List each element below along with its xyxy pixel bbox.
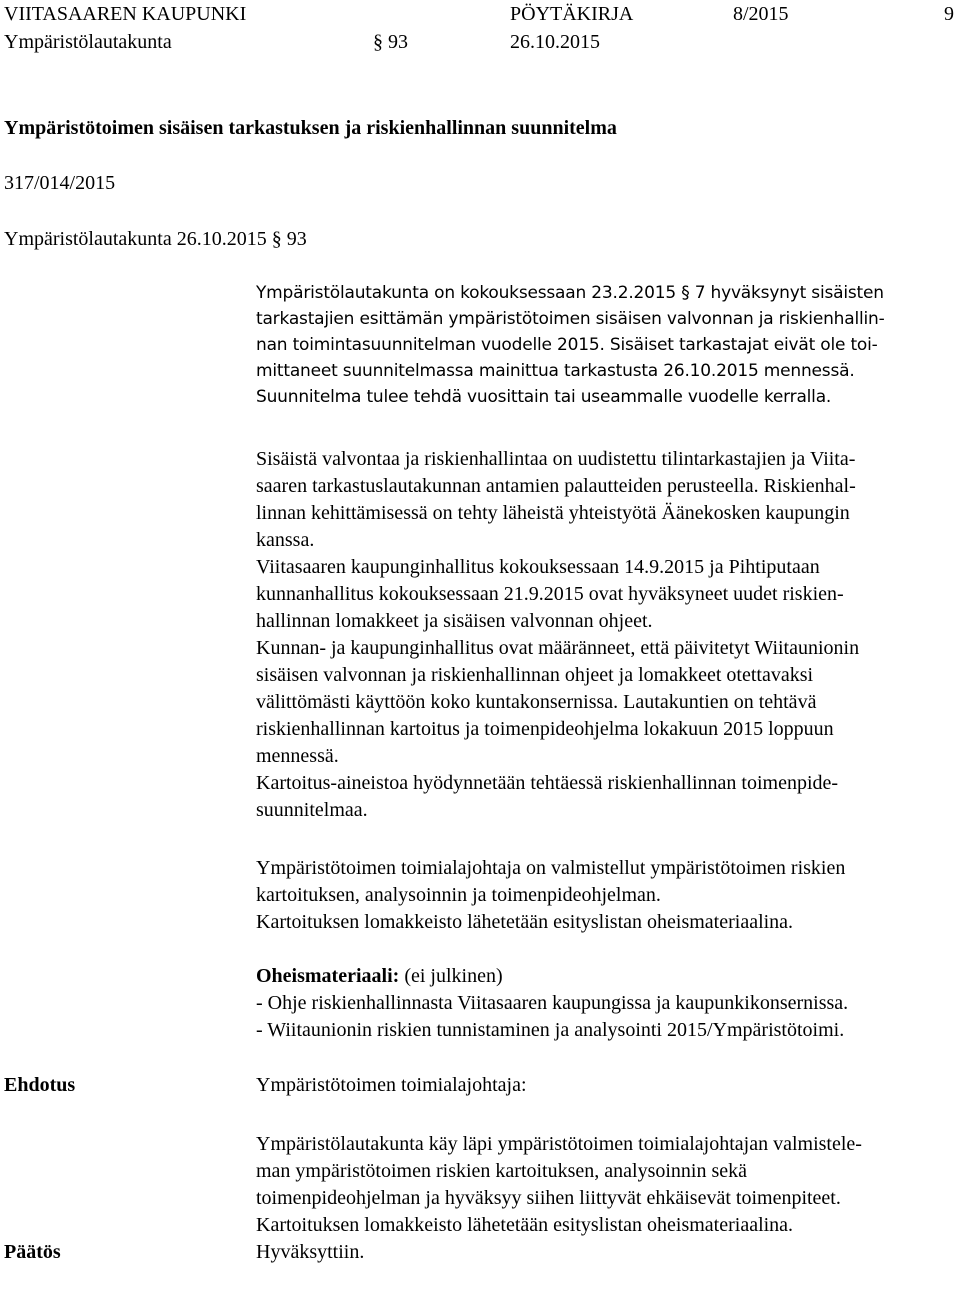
paragraph-line: suunnitelmaa. xyxy=(256,799,368,821)
previous-handling: Ympäristölautakunta 26.10.2015 § 93 xyxy=(4,228,307,250)
paragraph-line: hallinnan lomakkeet ja sisäisen valvonnan ohjeet. xyxy=(256,610,653,632)
paragraph-line: sisäisen valvonnan ja riskienhallinnan ohjeet ja lomakkeet otettavaksi xyxy=(256,664,814,686)
attachments-note: (ei julkinen) xyxy=(399,965,503,987)
proposal-text xyxy=(256,1131,956,1239)
paragraph-1 xyxy=(256,280,956,410)
paragraph-line: man ympäristötoimen riskien kartoituksen, analysoinnin sekä xyxy=(256,1160,748,1182)
paragraph-line: Ympäristölautakunta on kokouksessaan 23.2.2015 § 7 hyväksynyt sisäisten xyxy=(256,283,884,303)
paragraph-line: mittaneet suunnitelmassa mainittua tarkastusta 26.10.2015 mennessä. xyxy=(256,361,855,381)
paragraph-line: mennessä. xyxy=(256,745,339,767)
paragraph-line: linnan kehittämisessä on tehty läheistä yhteistyötä Äänekosken kaupungin xyxy=(256,502,850,524)
paragraph-line: Suunnitelma tulee tehdä vuosittain tai useammalle vuodelle kerralla. xyxy=(256,387,832,407)
paragraph-line: Ympäristölautakunta käy läpi ympäristötoimen toimialajohtajan valmistele- xyxy=(256,1133,862,1155)
paragraph-3 xyxy=(256,855,956,936)
decision-text: Hyväksyttiin. xyxy=(256,1241,365,1263)
paragraph-line: Kartoitus-aineistoa hyödynnetään tehtäessä riskienhallinnan toimenpide- xyxy=(256,772,839,794)
attachments-heading xyxy=(256,963,956,990)
decision-label: Päätös xyxy=(4,1241,61,1263)
paragraph-line: kartoituksen, analysoinnin ja toimenpideohjelman. xyxy=(256,884,661,906)
paragraph-line: Kartoituksen lomakkeisto lähetetään esityslistan oheismateriaalina. xyxy=(256,1214,794,1236)
diary-number: 317/014/2015 xyxy=(4,172,116,194)
paragraph-line: saaren tarkastuslautakunnan antamien palautteiden perusteella. Riskienhal- xyxy=(256,475,856,497)
paragraph-line: Ympäristötoimen toimialajohtaja on valmistellut ympäristötoimen riskien xyxy=(256,857,846,879)
proposal-label: Ehdotus xyxy=(4,1074,76,1096)
attachment-item: - Wiitaunionin riskien tunnistaminen ja analysointi 2015/Ympäristötoimi. xyxy=(256,1019,845,1041)
paragraph-line: Kunnan- ja kaupunginhallitus ovat määränneet, että päivitetyt Wiitaunionin xyxy=(256,637,860,659)
paragraph-line: kanssa. xyxy=(256,529,315,551)
header-city: VIITASAAREN KAUPUNKI xyxy=(4,3,247,25)
proposal-presenter: Ympäristötoimen toimialajohtaja: xyxy=(256,1074,527,1096)
header-page-number: 9 xyxy=(944,3,954,25)
paragraph-2 xyxy=(256,446,956,824)
paragraph-line: tarkastajien esittämän ympäristötoimen sisäisen valvonnan ja riskienhallin- xyxy=(256,309,885,329)
header-doc-type: PÖYTÄKIRJA xyxy=(510,3,634,25)
paragraph-line: Viitasaaren kaupunginhallitus kokouksessaan 14.9.2015 ja Pihtiputaan xyxy=(256,556,820,578)
paragraph-line: kunnanhallitus kokouksessaan 21.9.2015 ovat hyväksyneet uudet riskien- xyxy=(256,583,844,605)
header-body: Ympäristölautakunta xyxy=(4,31,172,53)
item-title: Ympäristötoimen sisäisen tarkastuksen ja riskienhallinnan suunnitelma xyxy=(4,117,617,139)
header-date: 26.10.2015 xyxy=(510,31,600,53)
attachments xyxy=(256,963,956,1044)
paragraph-line: nan toimintasuunnitelman vuodelle 2015. Sisäiset tarkastajat eivät ole toi- xyxy=(256,335,878,355)
attachment-item: - Ohje riskienhallinnasta Viitasaaren kaupungissa ja kaupunkikonsernissa. xyxy=(256,992,849,1014)
attachments-label: Oheismateriaali: xyxy=(256,965,400,987)
paragraph-line: Kartoituksen lomakkeisto lähetetään esityslistan oheismateriaalina. xyxy=(256,911,794,933)
paragraph-line: toimenpideohjelman ja hyväksyy siihen liittyvät ehkäisevät toimenpiteet. xyxy=(256,1187,841,1209)
paragraph-line: riskienhallinnan kartoitus ja toimenpideohjelma lokakuun 2015 loppuun xyxy=(256,718,834,740)
header-doc-number: 8/2015 xyxy=(733,3,789,25)
paragraph-line: Sisäistä valvontaa ja riskienhallintaa on uudistettu tilintarkastajien ja Viita- xyxy=(256,448,856,470)
paragraph-line: välittömästi käyttöön koko kuntakonsernissa. Lautakuntien on tehtävä xyxy=(256,691,817,713)
header-section: § 93 xyxy=(373,31,408,53)
